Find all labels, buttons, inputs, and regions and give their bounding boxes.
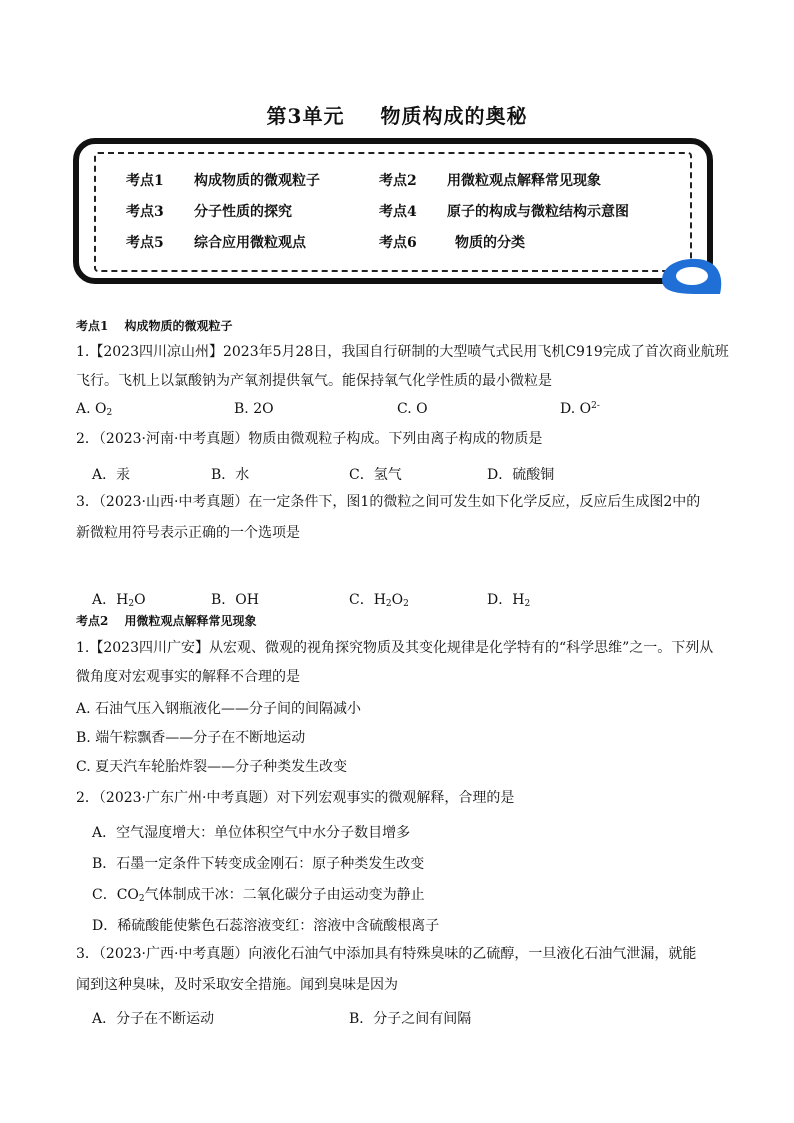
s2-q3-line1: 3．（2023·广西·中考真题）向液化石油气中添加具有特殊臭味的乙硫醇，一旦液化石油气泄漏，就能 xyxy=(76,946,697,962)
page-title xyxy=(0,100,794,129)
s2-q3-line2: 闻到这种臭味，及时采取安全措施。闻到臭味是因为 xyxy=(76,977,398,993)
location-badge-icon xyxy=(658,254,724,296)
s2-q2-option-a: A．空气湿度增大：单位体积空气中水分子数目增多 xyxy=(92,825,411,841)
s1-q2-option-a: A．汞 xyxy=(92,467,131,483)
toc-item-2: 考点2 用微粒观点解释常见现象 xyxy=(379,173,601,189)
s1-q2-option-d: D．硫酸铜 xyxy=(487,467,555,483)
s1-q1-option-b: B. 2O xyxy=(234,401,274,417)
s1-q3-option-b: B．OH xyxy=(211,592,259,608)
unit-label: 第3单元 xyxy=(266,104,345,128)
toc-item-1: 考点1 构成物质的微观粒子 xyxy=(126,173,320,189)
s2-q1-option-a: A. 石油气压入钢瓶液化——分子间的间隔减小 xyxy=(76,701,362,717)
s1-q2-option-b: B．水 xyxy=(211,467,250,483)
unit-name: 物质构成的奥秘 xyxy=(380,104,528,128)
s2-q2-option-c: C．$CO_2$气体制成干冰：二氧化碳分子由运动变为静止 xyxy=(92,887,425,904)
s1-q1-option-d: D. $O^{2-}$ xyxy=(560,401,600,417)
toc-item-3: 考点3 分子性质的探究 xyxy=(126,204,292,220)
s1-q1-option-a: A. $O_2$ xyxy=(76,401,113,418)
s1-q3-option-a: A．$H_2O$ xyxy=(92,592,146,609)
section-1-heading: 考点1 构成物质的微观粒子 xyxy=(76,319,233,333)
s1-q3-line1: 3．（2023·山西·中考真题）在一定条件下，图1的微粒之间可发生如下化学反应，反应后生成图2中的 xyxy=(76,494,701,510)
s2-q2-option-d: D．稀硫酸能使紫色石蕊溶液变红：溶液中含硫酸根离子 xyxy=(92,918,440,934)
s1-q2-line1: 2．（2023·河南·中考真题）物质由微观粒子构成。下列由离子构成的物质是 xyxy=(76,431,543,447)
s1-q1-line1: 1.【2023四川凉山州】2023年5月28日，我国自行研制的大型喷气式民用飞机C919完成了首次商业航班 xyxy=(76,344,729,360)
s1-q3-option-c: C．$H_2O_2$ xyxy=(349,592,409,609)
s1-q2-option-c: C．氢气 xyxy=(349,467,402,483)
s1-q1-option-c: C. O xyxy=(397,401,428,417)
toc-item-4: 考点4 原子的构成与微粒结构示意图 xyxy=(379,204,629,220)
s2-q1-option-b: B. 端午粽飘香——分子在不断地运动 xyxy=(76,730,306,746)
s2-q2-line1: 2．（2023·广东广州·中考真题）对下列宏观事实的微观解释，合理的是 xyxy=(76,790,515,806)
s1-q1-line2: 飞行。飞机上以氯酸钠为产氧剂提供氧气。能保持氧气化学性质的最小微粒是 xyxy=(76,373,552,389)
s2-q3-option-a: A．分子在不断运动 xyxy=(92,1011,215,1027)
s2-q2-option-b: B．石墨一定条件下转变成金刚石：原子种类发生改变 xyxy=(92,856,425,872)
s1-q3-line2: 新微粒用符号表示正确的一个选项是 xyxy=(76,525,300,541)
s2-q3-option-b: B．分子之间有间隔 xyxy=(349,1011,472,1027)
s2-q1-option-c: C. 夏天汽车轮胎炸裂——分子种类发生改变 xyxy=(76,759,348,775)
s1-q3-option-d: D．$H_2$ xyxy=(487,592,531,609)
s2-q1-line2: 微角度对宏观事实的解释不合理的是 xyxy=(76,669,300,685)
section-2-heading: 考点2 用微粒观点解释常见现象 xyxy=(76,614,257,628)
toc-item-5: 考点5 综合应用微粒观点 xyxy=(126,235,306,251)
s2-q1-line1: 1.【2023四川广安】从宏观、微观的视角探究物质及其变化规律是化学特有的“科学思维”之一。下列从 xyxy=(76,640,714,656)
toc-item-6: 考点6 物质的分类 xyxy=(379,235,525,251)
